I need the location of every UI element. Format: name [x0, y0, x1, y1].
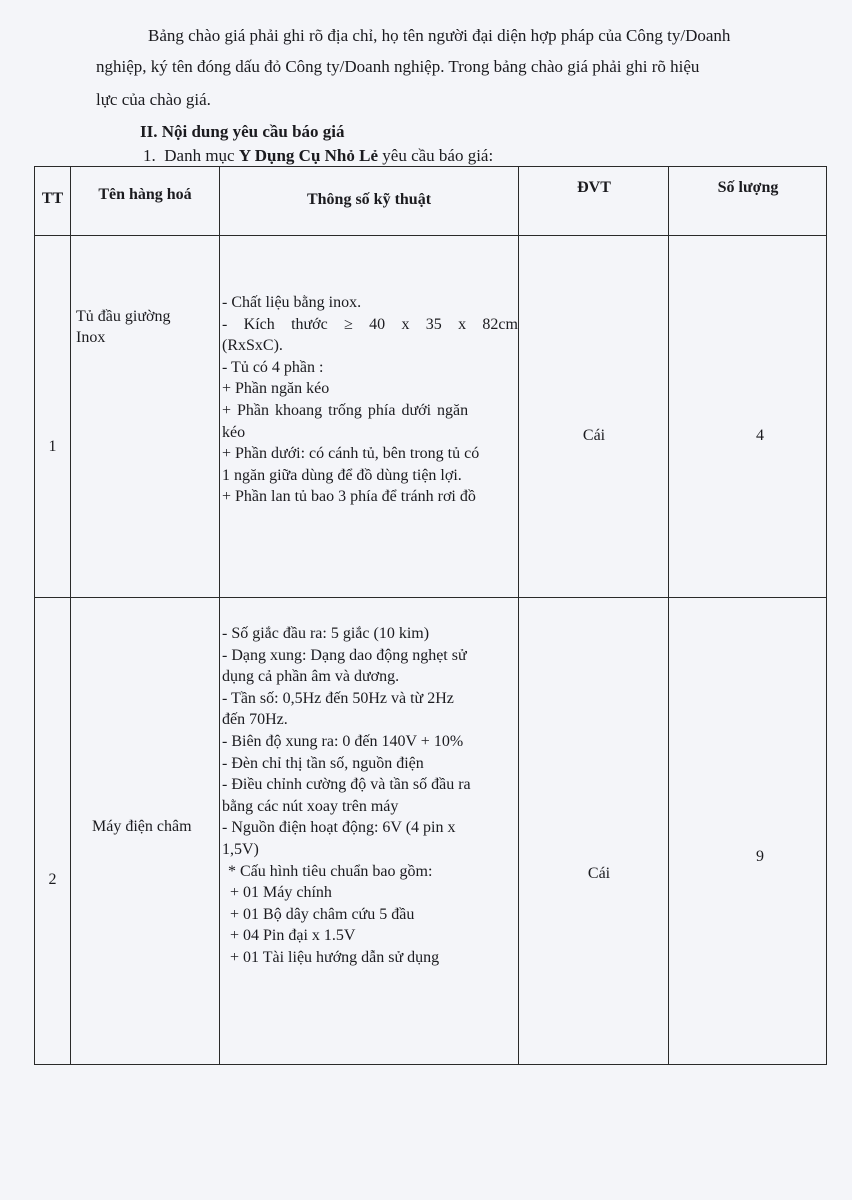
row2-spec-line: 1,5V): [222, 840, 259, 858]
row2-spec-line: bằng các nút xoay trên máy: [222, 797, 399, 815]
list-suffix: yêu cầu báo giá:: [378, 146, 494, 165]
row1-spec-line: kéo: [222, 423, 246, 441]
header-tt: TT: [41, 190, 64, 207]
spec-token: thước: [291, 315, 328, 333]
list-category: Y Dụng Cụ Nhỏ Lẻ: [238, 146, 379, 165]
row1-name-line2: Inox: [76, 329, 106, 346]
header-spec: Thông số kỹ thuật: [306, 191, 432, 208]
spec-token: 35: [425, 315, 442, 333]
row1-spec-line: - Chất liệu bằng inox.: [222, 294, 362, 311]
col-divider-3: [518, 166, 519, 1065]
row2-spec-line: + 01 Bộ dây châm cứu 5 đầu: [230, 905, 415, 923]
table-border-right: [826, 166, 827, 1065]
row1-spec: [222, 292, 518, 508]
spec-token: 40: [369, 315, 386, 333]
spec-token: x: [458, 315, 467, 333]
row2-spec-line: - Số giắc đầu ra: 5 giắc (10 kim): [222, 625, 430, 642]
header-unit: ĐVT: [577, 179, 611, 196]
row2-spec-line: + 01 Tài liệu hướng dẫn sử dụng: [230, 948, 440, 966]
row1-spec-line: (RxSxC).: [222, 337, 283, 355]
row2-spec-line: - Biên độ xung ra: 0 đến 140V + 10%: [222, 732, 464, 750]
spec-token: -: [222, 315, 228, 333]
row2-spec-line: - Đèn chỉ thị tần số, nguồn điện: [222, 754, 424, 772]
row1-unit: Cái: [582, 427, 606, 444]
section-heading: II. Nội dung yêu cầu báo giá: [140, 122, 345, 141]
row1-spec-size-line: [222, 314, 518, 336]
row2-spec-line: * Cấu hình tiêu chuẩn bao gồm:: [228, 862, 433, 880]
row2-tt: 2: [48, 871, 57, 888]
row1-spec-line: 1 ngăn giữa dùng để đồ dùng tiện lợi.: [222, 466, 462, 484]
row1-spec-line: - Tủ có 4 phần :: [222, 358, 324, 376]
row1-name-line1: Tủ đầu giường: [76, 308, 171, 325]
row1-spec-line: + Phần ngăn kéo: [222, 380, 330, 398]
table-border-bottom: [34, 1064, 827, 1065]
row2-spec-line: + 04 Pin đại x 1.5V: [230, 927, 356, 945]
col-divider-2: [219, 166, 220, 1065]
col-divider-1: [70, 166, 71, 1065]
row1-spec-line: + Phần khoang trống phía dưới ngăn: [222, 401, 469, 419]
table-border-left: [34, 166, 35, 1065]
intro-line-3: lực của chào giá.: [96, 90, 211, 109]
header-qty: Số lượng: [717, 179, 779, 196]
spec-token: 82cm: [482, 315, 518, 333]
row2-spec-line: dụng cả phần âm và dương.: [222, 668, 400, 686]
list-number: 1.: [143, 146, 156, 165]
row2-qty: 9: [756, 848, 764, 865]
spec-token: ≥: [344, 315, 353, 333]
row1-qty: 4: [756, 427, 764, 444]
list-prefix: Danh mục: [164, 146, 239, 165]
intro-line-1: Bảng chào giá phải ghi rõ địa chỉ, họ tên người đại diện hợp pháp của Công ty/Doanh: [148, 26, 731, 45]
intro-line-2: nghiệp, ký tên đóng dấu đỏ Công ty/Doanh nghiệp. Trong bảng chào giá phải ghi rõ hiệu: [96, 57, 700, 76]
spec-token: x: [401, 315, 410, 333]
row2-name: Máy điện châm: [92, 818, 192, 835]
spec-token: Kích: [243, 315, 275, 333]
row1-spec-line: + Phần dưới: có cánh tủ, bên trong tủ có: [222, 445, 480, 463]
row2-spec-line: + 01 Máy chính: [230, 884, 332, 902]
row2-spec-line: - Tần số: 0,5Hz đến 50Hz và từ 2Hz: [222, 689, 454, 707]
row1-name: [76, 306, 170, 348]
row1-tt: 1: [48, 438, 57, 455]
row2-spec-line: - Dạng xung: Dạng dao động nghẹt sử: [222, 646, 467, 664]
row2-spec-line: - Điều chỉnh cường độ và tần số đầu ra: [222, 776, 471, 794]
col-divider-4: [668, 166, 669, 1065]
table-border-top: [34, 166, 827, 167]
row2-spec: [222, 623, 518, 969]
table-header-divider: [34, 235, 827, 236]
row2-spec-line: đến 70Hz.: [222, 711, 288, 729]
row2-unit: Cái: [587, 865, 611, 882]
header-item-name: Tên hàng hoá: [98, 186, 192, 203]
row2-spec-line: - Nguồn điện hoạt động: 6V (4 pin x: [222, 819, 456, 837]
row1-spec-line: + Phần lan tủ bao 3 phía để tránh rơi đồ: [222, 488, 476, 506]
table-row-divider: [34, 597, 827, 598]
list-item-1: [143, 146, 493, 166]
